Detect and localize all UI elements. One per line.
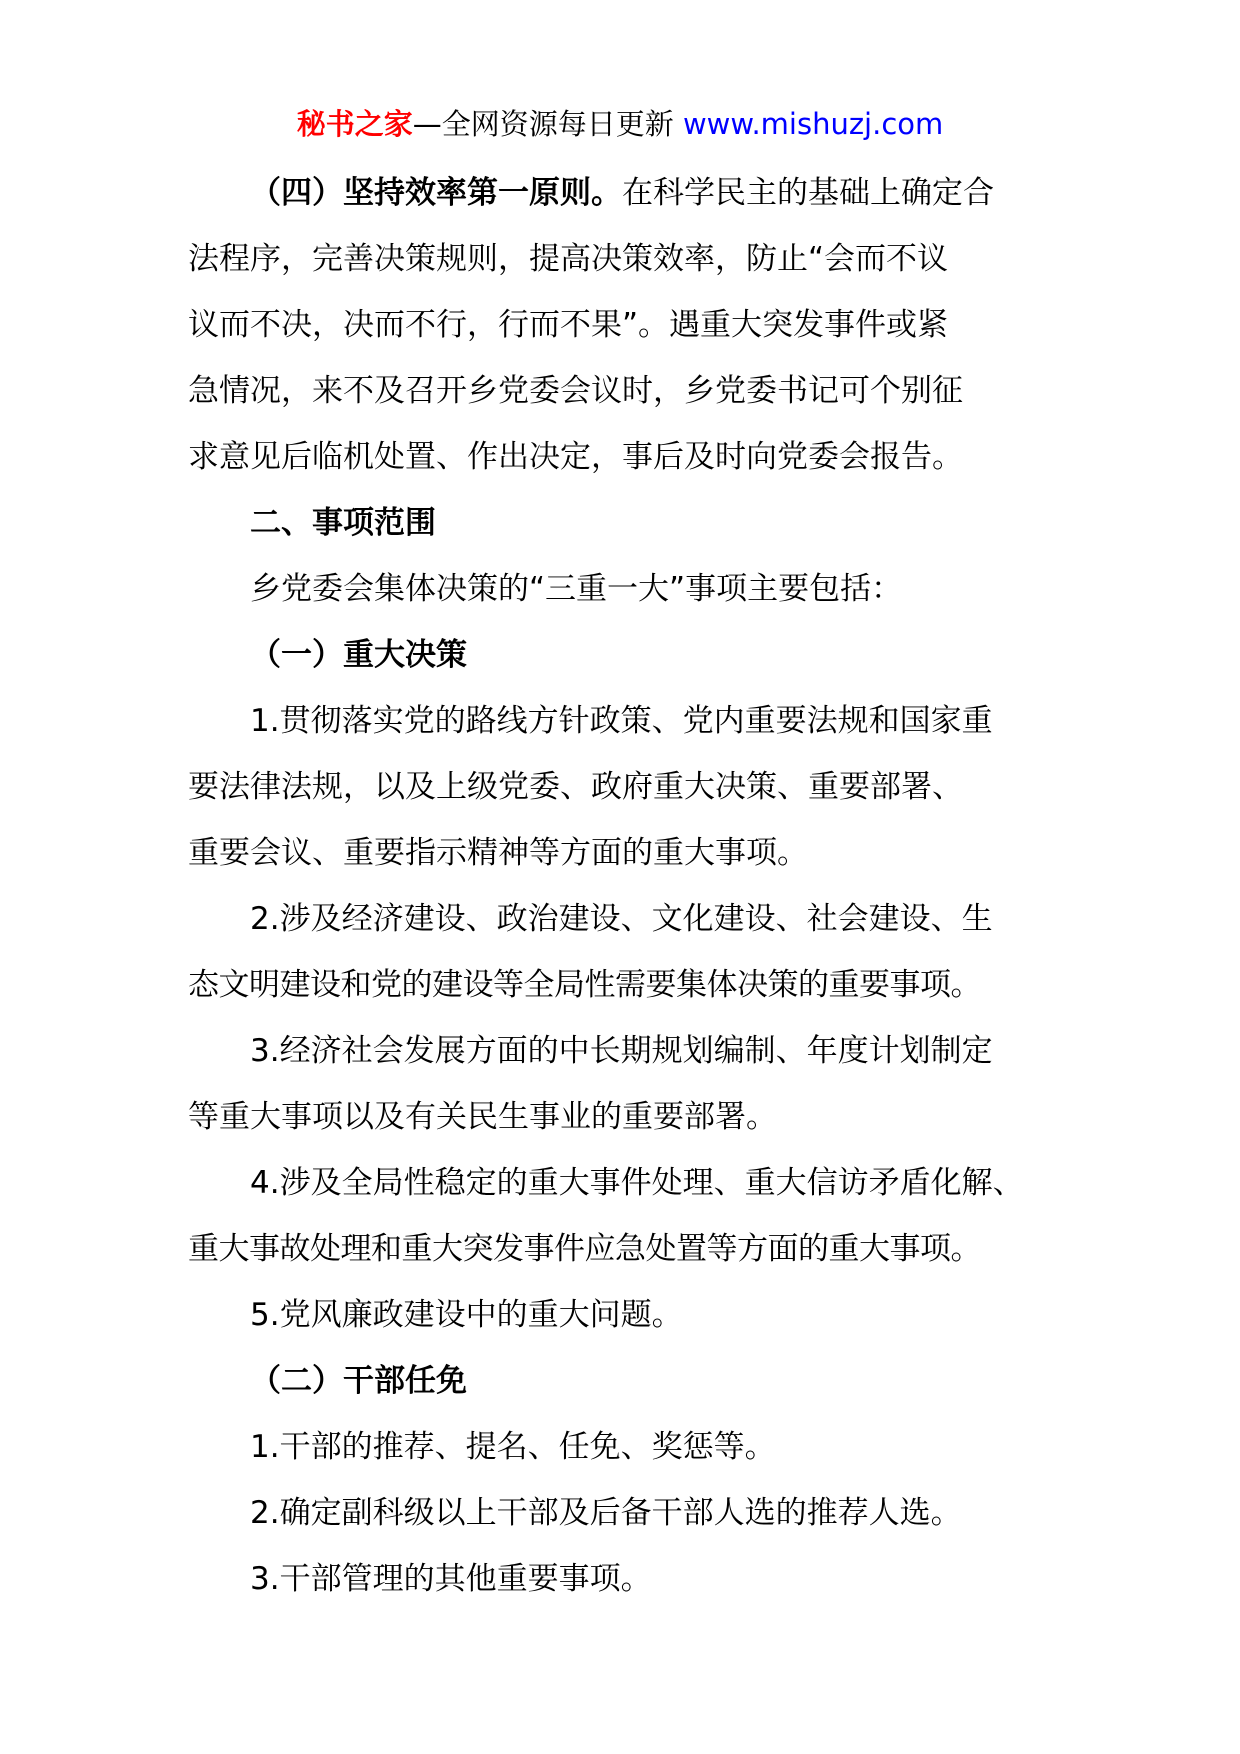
paragraph-line: 求意见后临机处置、作出决定，事后及时向党委会报告。 (188, 439, 963, 475)
list-item: 5.党风廉政建设中的重大问题。 (250, 1297, 683, 1333)
principle-paragraph-line (188, 160, 1068, 226)
site-url-link[interactable]: www.mishuzj.com (682, 107, 944, 141)
list-item: 2.涉及经济建设、政治建设、文化建设、社会建设、生 (250, 901, 993, 937)
list-item: 3.经济社会发展方面的中长期规划编制、年度计划制定 (250, 1033, 993, 1069)
list-item: 3.干部管理的其他重要事项。 (250, 1561, 652, 1597)
list-item-continuation: 态文明建设和党的建设等全局性需要集体决策的重要事项。 (188, 967, 981, 1003)
list-item: 1.贯彻落实党的路线方针政策、党内重要法规和国家重 (250, 703, 993, 739)
subsection-heading: （二）干部任免 (250, 1363, 467, 1399)
paragraph-line: 议而不决，决而不行，行而不果”。遇重大突发事件或紧 (188, 307, 949, 343)
list-item: 1.干部的推荐、提名、任免、奖惩等。 (250, 1429, 776, 1465)
header-tagline: —全网资源每日更新 (412, 107, 683, 141)
subsection-heading: （一）重大决策 (250, 637, 467, 673)
principle-text: 在科学民主的基础上确定合 (622, 175, 994, 211)
list-item-continuation: 要法律法规，以及上级党委、政府重大决策、重要部署、 (188, 769, 963, 805)
document-body (188, 160, 1068, 1612)
section-heading: 二、事项范围 (250, 505, 436, 541)
principle-heading: （四）坚持效率第一原则。 (250, 175, 622, 211)
list-item-continuation: 等重大事项以及有关民生事业的重要部署。 (188, 1099, 777, 1135)
intro-paragraph: 乡党委会集体决策的“三重一大”事项主要包括： (250, 571, 903, 607)
list-item-continuation: 重大事故处理和重大突发事件应急处置等方面的重大事项。 (188, 1231, 981, 1267)
paragraph-line: 急情况，来不及召开乡党委会议时，乡党委书记可个别征 (188, 373, 963, 409)
list-item: 4.涉及全局性稳定的重大事件处理、重大信访矛盾化解、 (250, 1165, 1024, 1201)
list-item-continuation: 重要会议、重要指示精神等方面的重大事项。 (188, 835, 808, 871)
site-header (0, 104, 1240, 144)
paragraph-line: 法程序，完善决策规则，提高决策效率，防止“会而不议 (188, 241, 949, 277)
brand-name: 秘书之家 (296, 107, 413, 141)
list-item: 2.确定副科级以上干部及后备干部人选的推荐人选。 (250, 1495, 962, 1531)
